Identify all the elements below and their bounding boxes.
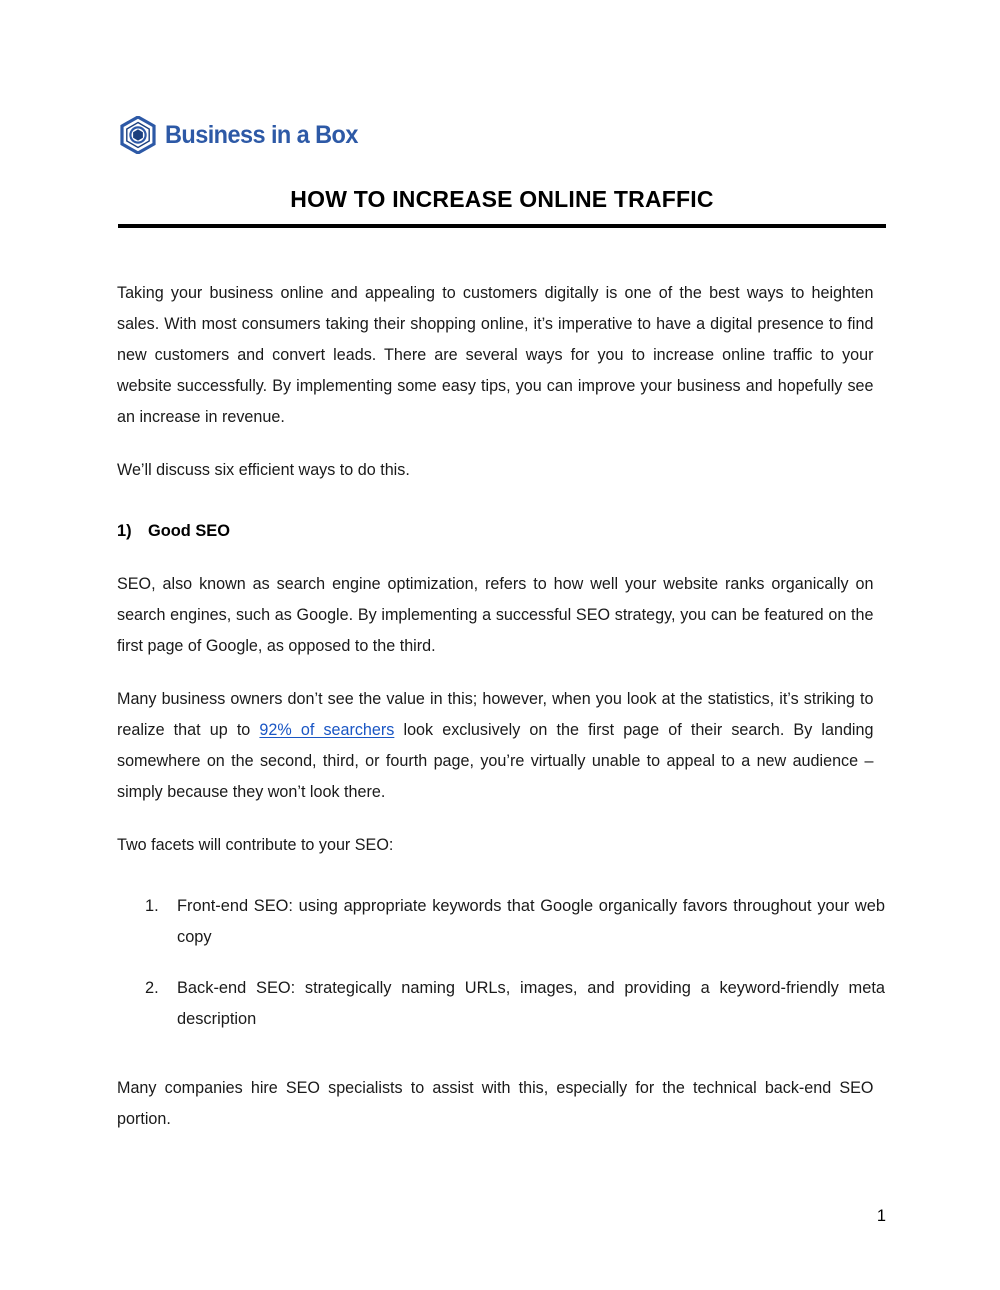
section-1-heading (117, 516, 885, 547)
list-item (117, 973, 885, 1035)
hexagon-logo-icon (120, 116, 156, 154)
page-number: 1 (876, 1207, 886, 1225)
page-title: HOW TO INCREASE ONLINE TRAFFIC (290, 186, 714, 212)
list-item (117, 891, 885, 953)
facets-list (117, 891, 885, 1035)
section-1-title: Good SEO (148, 522, 230, 540)
paragraph-2-text-after-link: look exclusively on the first page of their search. By landing somewhere on the second, third, or fourth page, you’re virtually unable to appeal to a new audience – simply because they won’t look there. (117, 721, 874, 801)
list-item-text: Front-end SEO: using appropriate keywords that Google organically favors throughout your web copy (177, 897, 885, 946)
list-item-marker: 1. (145, 897, 159, 915)
document-body (117, 278, 885, 1157)
list-item-marker: 2. (145, 979, 159, 997)
title-divider (118, 224, 886, 228)
section-1-number: 1) (117, 522, 132, 540)
searchers-statistic-link[interactable]: 92% of searchers (259, 721, 395, 739)
section-1-closing-paragraph: Many companies hire SEO specialists to assist with this, especially for the technical back-end SEO portion. (117, 1079, 874, 1128)
section-1-paragraph-2 (117, 684, 873, 808)
logo-wordmark: Business in a Box (165, 120, 358, 149)
intro-paragraph: Taking your business online and appealing to customers digitally is one of the best ways to heighten sales. With most consumers taking their shopping online, it’s imperative to have a digital presence to find new customers and convert leads. There are several ways for you to increase online traffic to your website successfully. By implementing some easy tips, you can improve your business and hopefully see an increase in revenue. (117, 284, 874, 426)
list-top-spacer (117, 883, 885, 891)
facets-intro: Two facets will contribute to your SEO: (117, 836, 394, 854)
list-item-text: Back-end SEO: strategically naming URLs, images, and providing a keyword-friendly meta description (177, 979, 885, 1028)
section-1-paragraph-1: SEO, also known as search engine optimization, refers to how well your website ranks organically on search engines, such as Google. By implementing a successful SEO strategy, you can be featured on the first page of Google, as opposed to the third. (117, 575, 874, 655)
paragraph-2-text-before-link: Many business owners don’t see the value in this; however, when you look at the statistics, it’s striking to realize that up to (117, 690, 874, 739)
list-bottom-spacer (117, 1057, 885, 1073)
brand-logo (120, 116, 370, 154)
discuss-line: We’ll discuss six efficient ways to do this. (117, 461, 410, 479)
